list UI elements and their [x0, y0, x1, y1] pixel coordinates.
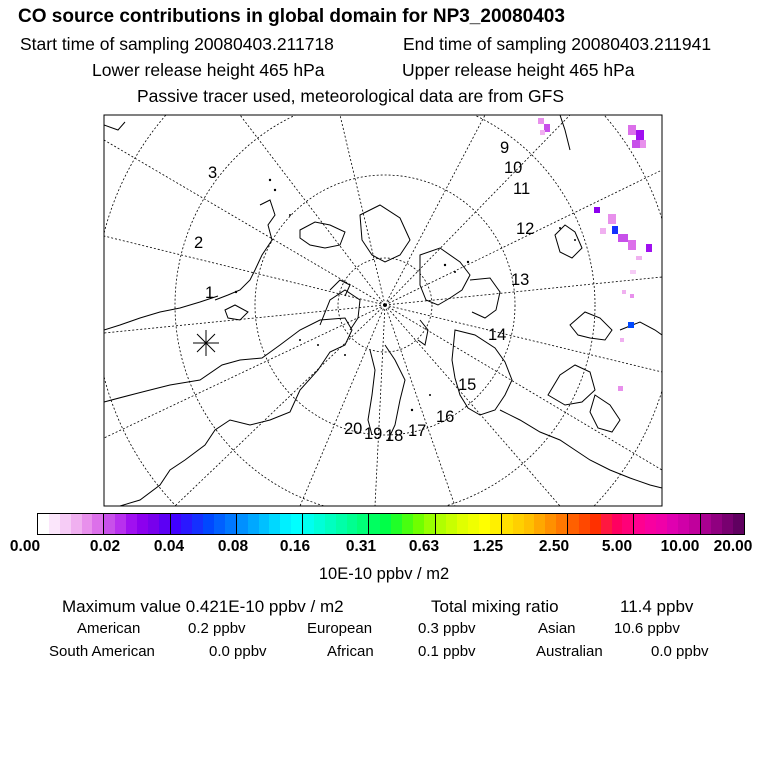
day-label: 9 — [500, 139, 510, 157]
colorbar-tick: 20.00 — [713, 538, 753, 555]
day-label: 10 — [504, 159, 523, 177]
region-value: 0.1 ppbv — [418, 643, 476, 660]
colorbar-swatch — [137, 514, 148, 534]
colorbar-tick: 0.02 — [89, 538, 121, 555]
colorbar-swatch — [568, 514, 579, 534]
colorbar-swatch — [667, 514, 678, 534]
colorbar-swatch — [248, 514, 259, 534]
day-label: 15 — [458, 376, 477, 394]
colorbar-tick: 0.00 — [9, 538, 41, 555]
colorbar-swatch — [280, 514, 291, 534]
colorbar-swatch — [601, 514, 612, 534]
colorbar-swatch — [502, 514, 513, 534]
day-label: 17 — [408, 422, 427, 440]
colorbar-swatch — [545, 514, 556, 534]
total-mixing-value: 11.4 ppbv — [620, 597, 694, 616]
colorbar-swatch — [115, 514, 126, 534]
region-name: African — [327, 643, 374, 660]
region-value: 0.0 ppbv — [209, 643, 267, 660]
colorbar-swatch — [534, 514, 545, 534]
region-value: 0.2 ppbv — [188, 620, 246, 637]
colorbar-tick: 2.50 — [538, 538, 570, 555]
day-label: 20 — [344, 420, 363, 438]
day-label: 1 — [205, 284, 215, 302]
day-label: 16 — [436, 408, 455, 426]
region-name: American — [77, 620, 141, 637]
region-name: Australian — [536, 643, 603, 660]
colorbar-swatch — [524, 514, 535, 534]
colorbar-swatch — [513, 514, 524, 534]
colorbar-swatch — [590, 514, 601, 534]
colorbar-swatch — [181, 514, 192, 534]
colorbar-swatch — [60, 514, 71, 534]
colorbar-tick: 0.16 — [279, 538, 311, 555]
colorbar-swatch — [171, 514, 182, 534]
colorbar-swatch — [479, 514, 490, 534]
colorbar-swatch — [579, 514, 590, 534]
total-mixing-label: Total mixing ratio — [431, 597, 559, 616]
colorbar-swatch — [148, 514, 159, 534]
colorbar-swatch — [380, 514, 391, 534]
colorbar-swatch — [192, 514, 203, 534]
colorbar-tick: 0.08 — [217, 538, 249, 555]
colorbar-swatch — [645, 514, 656, 534]
region-name: Asian — [538, 620, 576, 637]
day-label: 14 — [488, 326, 507, 344]
colorbar-swatch — [436, 514, 447, 534]
colorbar-tick: 0.04 — [153, 538, 185, 555]
colorbar-swatch — [556, 514, 568, 534]
colorbar-swatch — [678, 514, 689, 534]
tracer-label: Passive tracer used, meteorological data are from GFS — [137, 86, 564, 106]
colorbar-swatch — [49, 514, 60, 534]
colorbar-swatch — [71, 514, 82, 534]
colorbar-swatch — [269, 514, 280, 534]
colorbar-swatch — [336, 514, 347, 534]
colorbar-swatch — [701, 514, 712, 534]
colorbar-swatch — [490, 514, 502, 534]
colorbar-swatch — [413, 514, 424, 534]
colorbar-swatch — [303, 514, 314, 534]
colorbar — [37, 513, 745, 535]
colorbar-units: 10E-10 ppbv / m2 — [318, 565, 450, 583]
colorbar-swatch — [446, 514, 457, 534]
day-label: 19 — [364, 425, 383, 443]
colorbar-swatch — [424, 514, 436, 534]
colorbar-swatch — [291, 514, 303, 534]
colorbar-swatch — [104, 514, 115, 534]
colorbar-tick: 1.25 — [472, 538, 504, 555]
colorbar-swatch — [225, 514, 237, 534]
day-label: 13 — [511, 271, 530, 289]
colorbar-swatch — [159, 514, 171, 534]
colorbar-swatch — [82, 514, 93, 534]
colorbar-swatch — [722, 514, 733, 534]
region-value: 0.0 ppbv — [651, 643, 709, 660]
colorbar-swatch — [656, 514, 667, 534]
region-value: 0.3 ppbv — [418, 620, 476, 637]
day-label: 2 — [194, 234, 204, 252]
colorbar-swatch — [402, 514, 413, 534]
colorbar-swatch — [259, 514, 270, 534]
colorbar-swatch — [468, 514, 479, 534]
max-value-label: Maximum value 0.421E-10 ppbv / m2 — [62, 597, 344, 616]
colorbar-tick: 10.00 — [660, 538, 700, 555]
colorbar-swatch — [369, 514, 380, 534]
day-label: 3 — [208, 164, 218, 182]
colorbar-swatch — [634, 514, 645, 534]
start-time-label: Start time of sampling 20080403.211718 — [20, 34, 334, 54]
colorbar-swatch — [612, 514, 623, 534]
day-label: 18 — [385, 427, 404, 445]
plot-title: CO source contributions in global domain for NP3_20080403 — [18, 6, 565, 27]
colorbar-tick: 5.00 — [601, 538, 633, 555]
region-name: European — [307, 620, 373, 637]
colorbar-swatch — [314, 514, 325, 534]
colorbar-swatch — [391, 514, 402, 534]
colorbar-swatch — [347, 514, 358, 534]
colorbar-tick: 0.63 — [408, 538, 440, 555]
day-label: 11 — [513, 180, 531, 198]
colorbar-swatch — [357, 514, 369, 534]
colorbar-swatch — [38, 514, 49, 534]
day-label: 12 — [516, 220, 535, 238]
colorbar-swatch — [214, 514, 225, 534]
colorbar-swatch — [126, 514, 137, 534]
lower-release-label: Lower release height 465 hPa — [92, 60, 325, 80]
region-value: 10.6 ppbv — [614, 620, 680, 637]
colorbar-tick: 0.31 — [345, 538, 377, 555]
colorbar-swatch — [203, 514, 214, 534]
colorbar-swatch — [622, 514, 634, 534]
region-name: South American — [49, 643, 155, 660]
colorbar-swatch — [711, 514, 722, 534]
colorbar-swatch — [733, 514, 744, 534]
colorbar-swatch — [237, 514, 248, 534]
colorbar-swatch — [457, 514, 468, 534]
end-time-label: End time of sampling 20080403.211941 — [403, 34, 712, 54]
colorbar-swatch — [92, 514, 104, 534]
colorbar-swatch — [689, 514, 701, 534]
colorbar-swatch — [325, 514, 336, 534]
upper-release-label: Upper release height 465 hPa — [402, 60, 635, 80]
